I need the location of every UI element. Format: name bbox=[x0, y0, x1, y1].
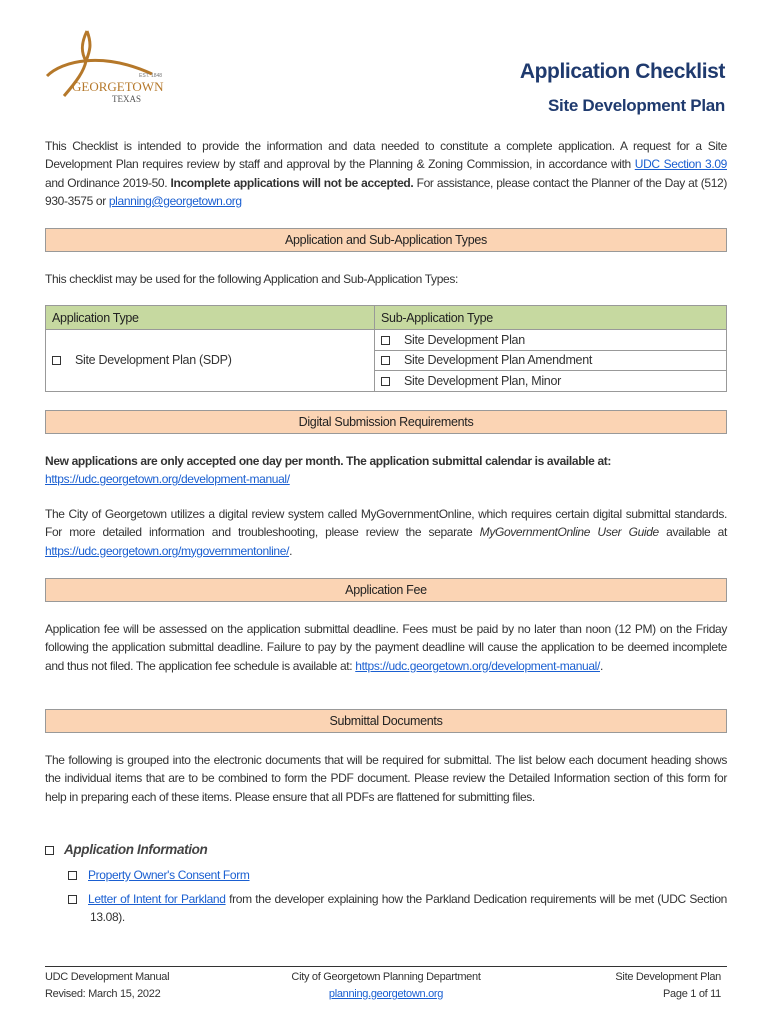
fee-link[interactable]: https://udc.georgetown.org/development-manual/ bbox=[355, 658, 600, 673]
section-docs: Submittal Documents bbox=[45, 709, 727, 733]
digital-text: The City of Georgetown utilizes a digital review system called MyGovernmentOnline, which requires certain digital submittal standards. For more detailed information and troubleshooting, please review the separate bbox=[45, 507, 727, 540]
dev-manual-link[interactable]: https://udc.georgetown.org/development-manual/ bbox=[45, 472, 290, 487]
col-header: Application Type bbox=[46, 306, 375, 330]
email-link[interactable]: planning@georgetown.org bbox=[108, 193, 242, 208]
footer-revised: Revised: March 15, 2022 bbox=[45, 988, 161, 1000]
intro-text-2: and Ordinance 2019-50. bbox=[45, 175, 171, 190]
udc-link[interactable]: UDC Section 3.09 bbox=[634, 157, 727, 172]
sub-type-label: Site Development Plan bbox=[404, 332, 525, 347]
page-number: Page 1 of 11 bbox=[663, 988, 721, 1000]
checkbox[interactable] bbox=[381, 377, 390, 386]
sub-type-label: Site Development Plan, Minor bbox=[404, 373, 561, 388]
col-header: Sub-Application Type bbox=[375, 306, 727, 330]
types-intro: This checklist may be used for the following Application and Sub-Application Types: bbox=[45, 272, 458, 286]
parkland-link[interactable]: Letter of Intent for Parkland bbox=[88, 892, 226, 906]
docs-paragraph: The following is grouped into the electronic documents that will be required for submittal. The list below each document heading shows the individual items that are to be combined to form the PDF document. Please review the Detailed Information section of this form for help in preparing each of these items. Please ensure that all PDFs are flattened for submitting files. bbox=[45, 753, 727, 804]
checkbox[interactable] bbox=[68, 895, 77, 904]
checkbox[interactable] bbox=[68, 871, 77, 880]
intro-paragraph bbox=[45, 137, 727, 210]
fee-paragraph bbox=[45, 620, 727, 675]
user-guide: MyGovernmentOnline User Guide bbox=[479, 525, 659, 540]
sub-type-cell[interactable] bbox=[375, 330, 727, 351]
group-label: Application Information bbox=[64, 842, 208, 857]
app-type-label: Site Development Plan (SDP) bbox=[75, 353, 232, 368]
checkbox[interactable] bbox=[45, 846, 54, 855]
footer-doc: Site Development Plan bbox=[615, 971, 721, 983]
georgetown-logo bbox=[42, 26, 172, 106]
page-title: Application Checklist bbox=[519, 60, 725, 83]
footer-dept: City of Georgetown Planning Department bbox=[291, 971, 481, 983]
doc-item[interactable] bbox=[68, 866, 727, 884]
checkbox[interactable] bbox=[381, 356, 390, 365]
section-digital: Digital Submission Requirements bbox=[45, 410, 727, 434]
sub-type-cell[interactable] bbox=[375, 350, 727, 371]
intro-text-3: For assistance, please contact the Planner of the Day at (512) 930-3575 or bbox=[45, 175, 727, 208]
sub-type-cell[interactable] bbox=[375, 371, 727, 392]
period: . bbox=[289, 543, 293, 558]
section-fee: Application Fee bbox=[45, 578, 727, 602]
period: . bbox=[599, 658, 603, 673]
digital-paragraph bbox=[45, 505, 727, 560]
digital-text-2: available at bbox=[658, 525, 727, 540]
logo-sub: TEXAS bbox=[112, 94, 141, 104]
checkbox[interactable] bbox=[381, 336, 390, 345]
app-type-cell[interactable] bbox=[46, 330, 375, 392]
item-text: from the developer explaining how the Parkland Dedication requirements will be met (UDC Section 13.08). bbox=[90, 892, 727, 925]
logo-est: EST. 1848 bbox=[139, 73, 163, 79]
page-subtitle: Site Development Plan bbox=[548, 96, 725, 115]
section-types: Application and Sub-Application Types bbox=[45, 228, 727, 252]
intro-warning: Incomplete applications will not be accepted. bbox=[170, 175, 414, 190]
fee-text: Application fee will be assessed on the application submittal deadline. Fees must be paid by no later than noon (12 PM) on the Friday following the application submittal deadline. Failure to pay by the payment deadline will cause the application to be deemed incomplete and thus not filed. The application fee schedule is available at: bbox=[45, 622, 727, 673]
footer-manual: UDC Development Manual bbox=[45, 971, 170, 983]
logo-text: GEORGETOWN bbox=[72, 79, 164, 94]
consent-form-link[interactable]: Property Owner's Consent Form bbox=[88, 868, 250, 882]
footer bbox=[45, 966, 727, 1000]
application-types-table bbox=[45, 305, 727, 392]
footer-link[interactable]: planning.georgetown.org bbox=[328, 988, 444, 1000]
mgo-link[interactable]: https://udc.georgetown.org/mygovernmentonline/ bbox=[45, 543, 290, 558]
sub-type-label: Site Development Plan Amendment bbox=[404, 353, 593, 368]
intro-text: This Checklist is intended to provide the information and data needed to constitute a complete application. A request for a Site Development Plan requires review by staff and approval by the Planning & Zoning Commission, in accordance with bbox=[45, 139, 727, 172]
docs-group[interactable] bbox=[45, 841, 727, 859]
digital-notice bbox=[45, 452, 727, 489]
doc-item[interactable] bbox=[68, 890, 727, 927]
digital-bold: New applications are only accepted one day per month. The application submittal calendar is available at: bbox=[45, 454, 612, 468]
checkbox[interactable] bbox=[52, 356, 61, 365]
